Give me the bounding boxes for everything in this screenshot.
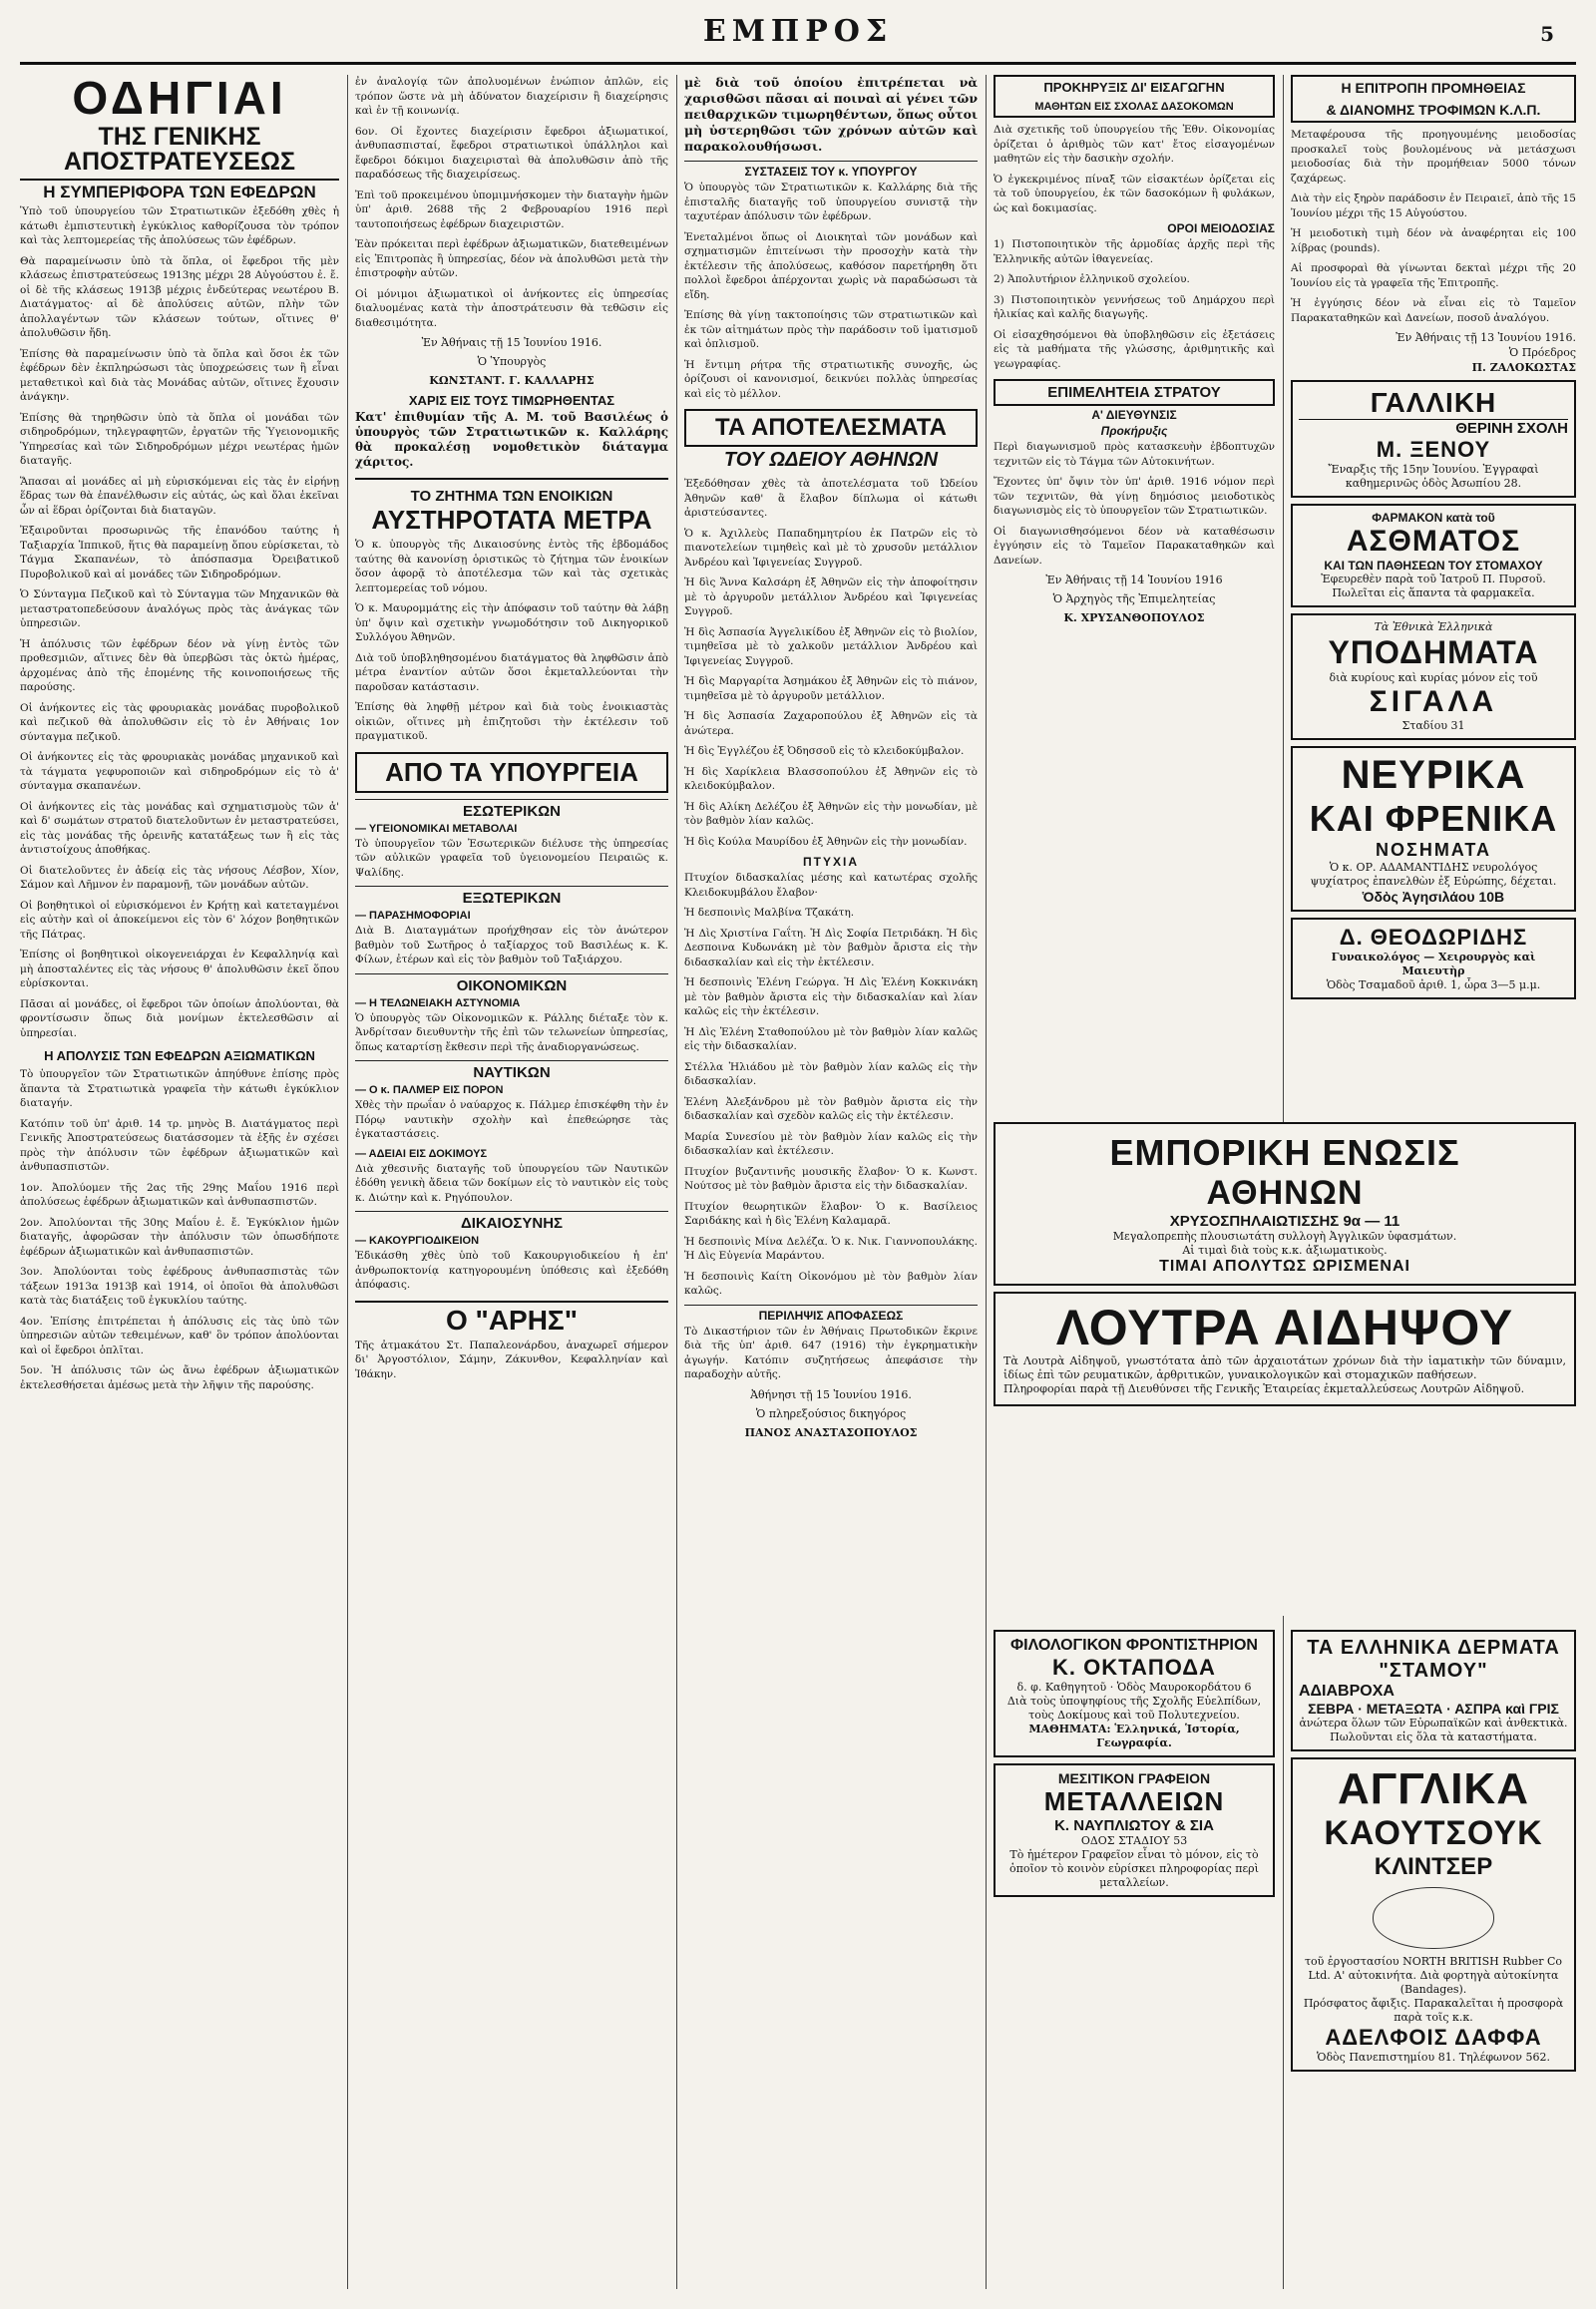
article-paragraph: Ἡ δὶς Ἐγγλέζου ἐξ Ὀδησσοῦ εἰς τὸ κλειδοκύμβαλον. xyxy=(684,745,965,757)
column-rule xyxy=(676,75,677,2289)
article-paragraph: Τὸ ὑπουργεῖον τῶν Ἐσωτερικῶν διέλυσε τὴς ὑπηρεσίας τῶν αὐλικῶν γραφεῖα τοῦ ὑγειονομείου Πειραιῶς κ. Ψαλίδης. xyxy=(355,837,668,879)
column-5 xyxy=(1291,75,1576,1117)
subsection-title: — Η ΤΕΛΩΝΕΙΑΚΗ ΑΣΤΥΝΟΜΙΑ xyxy=(355,996,521,1009)
ad-text: ΟΔΟΣ ΣΤΑΔΙΟΥ 53 xyxy=(1080,1834,1188,1847)
ad-text: Σταδίου 31 xyxy=(1401,719,1465,732)
article-paragraph: Ἡ Δὶς Χριστίνα Γαΐτη. Ἡ Δὶς Σοφία Πετριδάκη. Ἡ δὶς Δεσποινα Κυδωνάκη μὲ τὸν βαθμὸν ἄριστα εἰς τὴν διδασκαλίαν καὶ εἰς τὴν ἐκτέλεσιν. xyxy=(684,927,978,968)
ad-text: Γυναικολόγος — Χειρουργὸς καὶ Μαιευτὴρ xyxy=(1331,951,1536,977)
signature-role: Ὁ πληρεξούσιος δικηγόρος xyxy=(755,1406,907,1420)
ad-title: ΘΕΡΙΝΗ ΣΧΟΛΗ xyxy=(1455,420,1568,437)
ad-text: Τὰ Ἐθνικὰ Ἑλληνικὰ xyxy=(1374,620,1493,633)
article-paragraph: 2ον. Ἀπολύονται τῆς 30ης Μαΐου ἐ. ἔ. Ἐγκύκλιον ἡμῶν διαταγῆς, ἀφορῶσαν τὴν ἀπόλυσιν τῶν ὁπωσδήποτε ἐφέδρων ἀξιωματικῶν καὶ ἀνθυπασπιστῶν. xyxy=(20,1216,339,1258)
article-paragraph: Ἡ δεσποινὶς Μαλβίνα Τζακάτη. xyxy=(684,907,855,919)
signature-name: Κ. ΧΡΥΣΑΝΘΟΠΟΥΛΟΣ xyxy=(1063,611,1205,624)
section-dikaiosynis: ΔΙΚΑΙΟΣΥΝΗΣ xyxy=(355,1211,668,1232)
ad-galliki-scholi xyxy=(1291,380,1576,498)
ad-title: ΥΠΟΔΗΜΑΤΑ xyxy=(1328,634,1539,670)
ad-text: διὰ κυρίους καὶ κυρίας μόνον εἰς τοῦ xyxy=(1329,671,1538,684)
ad-title: ΝΕΥΡΙΚΑ xyxy=(1341,753,1526,797)
ad-ypodimata xyxy=(1291,613,1576,740)
ad-asthmatos xyxy=(1291,504,1576,607)
article-paragraph: Ἐπίσης θὰ παραμείνωσιν ὑπὸ τὰ ὅπλα καὶ ὅσοι ἐκ τῶν ἐφέδρων δὲν ἐκπληρώσωσι τὰς ὑποχρεώσεις των ἢ εἶναι μεταθετικοὶ καὶ διὰ τὰς Μονάδας αὐτῶν, οἵτινες ἔχουσιν ἀνάγκην. xyxy=(20,347,339,403)
ad-title: Κ. ΟΚΤΑΠΟΔΑ xyxy=(1052,1655,1216,1680)
article-paragraph: Ὁ ὑπουργὸς τῶν Οἰκονομικῶν κ. Ράλλης διέταξε τὸν κ. Ἀνδρίτσαν διευθυντὴν τῆς ἐπὶ τῶν τελωνείων ὑπηρεσίας, ὅπως καταρτίσῃ ἔκθεσιν περὶ τῆς ἀναδιοργανώσεως. xyxy=(355,1011,668,1053)
ad-title: ΓΑΛΛΙΚΗ xyxy=(1299,387,1568,420)
article-paragraph: Ἐπὶ τοῦ προκειμένου ὑπομιμνήσκομεν τὴν διαταγὴν ἡμῶν ὑπ' ἀριθ. 2688 τῆς 2 Φεβρουαρίου 1916 περὶ ταυτοποιήσεως ἐφέδρων διαχειριστῶν. xyxy=(355,189,668,230)
column-1 xyxy=(20,75,339,2289)
ad-text: Τὰ Λουτρὰ Αἰδηψοῦ, γνωστότατα ἀπὸ τῶν ἀρχαιοτάτων χρόνων διὰ τὴν ἰαματικὴν τῶν δύναμιν, ἰδίως ἐπὶ τῶν ρευματικῶν, ἀρθριτικῶν, γυναικολογικῶν καὶ στομαχικῶν παθήσεων. xyxy=(1003,1353,1566,1381)
article-paragraph: Κατόπιν τοῦ ὑπ' ἀριθ. 14 τρ. μηνὸς Β. Διατάγματος περὶ Γενικῆς Ἀποστρατεύσεως διατάσσομεν τὰ ἑξῆς ἐν σχέσει πρὸς τὴν ἀπόλυσιν τῶν ἐφέδρων ἀξιωματικῶν καὶ ἀνθυπασπιστῶν. xyxy=(20,1117,339,1173)
ad-title: ΕΜΠΟΡΙΚΗ ΕΝΩΣΙΣ xyxy=(1109,1132,1460,1173)
ad-title: ΚΑΙ ΤΩΝ ΠΑΘΗΣΕΩΝ ΤΟΥ ΣΤΟΜΑΧΟΥ xyxy=(1324,559,1543,573)
article-paragraph: Ἐπίσης οἱ βοηθητικοὶ οἰκογενειάρχαι ἐν Κεφαλληνίᾳ καὶ μὴ ἀποσταλέντες εἰς τὰς νήσους θ' ἀπολυθῶσιν ἐκεῖ ὅπου εὑρίσκονται. xyxy=(20,949,339,989)
article-paragraph: Ἡ δὶς Κούλα Μαυρίδου ἐξ Ἀθηνῶν εἰς τὴν μονωδίαν. xyxy=(684,835,968,848)
headline-ypourgeia: ΑΠΟ ΤΑ ΥΠΟΥΡΓΕΙΑ xyxy=(355,752,668,793)
ad-text: Ἐφευρεθὲν παρὰ τοῦ Ἰατροῦ Π. Πυρσοῦ. Πωλεῖται εἰς ἅπαντα τὰ φαρμακεῖα. xyxy=(1321,573,1546,599)
article-paragraph: Ἐνεταλμένοι ὅπως οἱ Διοικηταὶ τῶν μονάδων καὶ σχηματισμῶν ἐπιτείνωσι τὴν προσοχὴν κατὰ τὴν ἐκτέλεσιν τῆς ἀπολύσεως, καθόσον παρετήρηθη ὅτι πολλοὶ ἔφεδροι ἀπέρχονται χωρὶς νὰ παραδώσωσι τὰ εἴδη. xyxy=(684,230,978,301)
article-paragraph: Ἡ δὶς Ἀσπασία Ζαχαροπούλου ἐξ Ἀθηνῶν εἰς τὰ ἀνώτερα. xyxy=(684,710,978,737)
ad-metalleion xyxy=(994,1763,1275,1897)
article-paragraph: Διὰ τὴν εἰς ξηρὸν παράδοσιν ἐν Πειραιεῖ, ἀπὸ τῆς 15 Ἰουνίου μέχρι τῆς 15 Αὐγούστου. xyxy=(1291,192,1576,219)
article-paragraph: Ἐξαιροῦνται προσωρινῶς τῆς ἐπανόδου ταύτης ἡ Ταξιαρχία Ἱππικοῦ, ἥτις θὰ παραμείνῃ ὅπου εὑρίσκεται, τὸ Τάγμα Σκαπανέων, τὸ ἀπόσπασμα Ὀρειβατικοῦ Πυροβολικοῦ καὶ αἱ μονάδες τῶν Σιδηροδρόμων. xyxy=(20,525,339,580)
signature-role: Ὁ Ἀρχηγὸς τῆς Ἐπιμελητείας xyxy=(1052,592,1216,605)
article-paragraph: Ἐπίσης θὰ γίνῃ τακτοποίησις τῶν στρατιωτικῶν καὶ ἐκ τῶν αἰτημάτων πρὸς τὴν παράδοσιν τοῦ ἱματισμοῦ καὶ ὁπλισμοῦ. xyxy=(684,309,978,350)
article-paragraph: Τῆς ἀτμακάτου Στ. Παπαλεονάρδου, ἀναχωρεῖ σήμερον δι' Ἀργοστόλιον, Σάμην, Ζάκυνθον, Κεφαλληνίαν καὶ Ἰθάκην. xyxy=(355,1339,668,1380)
article-paragraph: Διὰ τοῦ ὑποβληθησομένου διατάγματος θὰ ληφθῶσιν ἀπὸ μέτρα ἐναντίον αὐτῶν ὅσοι ἐκμεταλλεύονται τὴν παροῦσαν κατάστασιν. xyxy=(355,651,668,693)
divider xyxy=(355,478,668,480)
article-paragraph: Ἐὰν πρόκειται περὶ ἐφέδρων ἀξιωματικῶν, διατεθειμένων εἰς Ἐπιτροπὰς ἢ ὑπηρεσίας, δέον νὰ ἀπολυθῶσι μετὰ τὴν ἐπιστροφὴν αὐτῶν. xyxy=(355,238,668,279)
article-paragraph: Ἡ δὶς Μαργαρίτα Ἀσημάκου ἐξ Ἀθηνῶν εἰς τὸ πιάνον, τιμηθεῖσα μὲ τὸ ἀργυροῦν μετάλλιον. xyxy=(684,675,978,702)
article-paragraph: Πᾶσαι αἱ μονάδες, οἱ ἔφεδροι τῶν ὁποίων ἀπολύονται, θὰ φροντίσωσιν ὅπως διὰ μονίμων ἐκτελεσθῶσιν αἱ ὑπηρεσίαι. xyxy=(20,997,339,1039)
article-paragraph: 5ον. Ἡ ἀπόλυσις τῶν ὡς ἄνω ἐφέδρων ἀξιωματικῶν ἐκτελεσθήσεται ἀμέσως μετὰ τὴν λῆψιν τῆς παρούσης. xyxy=(20,1364,339,1391)
article-paragraph: Ὁ κ. Μαυρομμάτης εἰς τὴν ἀπόφασιν τοῦ ταύτην θὰ λάβῃ ὑπ' ὄψιν καὶ σχετικὴν γνωμοδότησιν τοῦ Δικηγορικοῦ Συλλόγου Ἀθηνῶν. xyxy=(355,602,668,643)
ad-title: ΑΣΘΜΑΤΟΣ xyxy=(1346,525,1521,558)
signature-role: Ὁ Πρόεδρος xyxy=(1508,346,1576,359)
headline-metra: ΑΥΣΤΗΡΟΤΑΤΑ ΜΕΤΡΑ xyxy=(371,505,652,535)
subsection-title: — ΚΑΚΟΥΡΓΙΟΔΙΚΕΙΟΝ xyxy=(355,1235,480,1247)
article-paragraph: Πτυχίον βυζαντινῆς μουσικῆς ἔλαβον· Ὁ κ. Κωνστ. Νούτσος μὲ τὸν βαθμὸν ἄριστα εἰς τὴν διδασκαλίαν. xyxy=(684,1165,978,1192)
article-paragraph: Ὁ κ. Ἀχιλλεὺς Παπαδημητρίου ἐκ Πατρῶν εἰς τὸ πιανοτελείων τιμηθεὶς καὶ μὲ τὸ χρυσοῦν μετάλλιον Ἀνδρέου καὶ Ἰφιγενείας Συγγροῦ. xyxy=(684,527,978,569)
ad-dermata-stamou xyxy=(1291,1630,1576,1751)
signature-date: Ἐν Ἀθήναις τῇ 13 Ἰουνίου 1916. xyxy=(1396,331,1576,344)
ad-title: ΑΔΕΛΦΟΙΣ ΔΑΦΦΑ xyxy=(1325,2025,1542,2050)
ad-title: Ὁδὸς Ἀγησιλάου 10Β xyxy=(1362,889,1505,905)
headline-dianomi: & ΔΙΑΝΟΜΗΣ ΤΡΟΦΙΜΩΝ Κ.Λ.Π. xyxy=(1291,99,1576,123)
section-oikonomikon: ΟΙΚΟΝΟΜΙΚΩΝ xyxy=(355,973,668,994)
headline-dieuthynsis: Α' ΔΙΕΥΘΥΝΣΙΣ xyxy=(1091,408,1177,422)
ad-text: δ. φ. Καθηγητοῦ · Ὁδὸς Μαυροκορδάτου 6 xyxy=(1016,1681,1252,1694)
ad-title: ΚΑΙ ΦΡΕΝΙΚΑ xyxy=(1309,798,1558,839)
article-paragraph: Οἱ μόνιμοι ἀξιωματικοὶ οἱ ἀνήκοντες εἰς ὑπηρεσίας διαλυομένας κατὰ τὴν ἀποστράτευσιν θὰ τεθῶσιν εἰς διαθεσιμότητα. xyxy=(355,287,668,329)
article-paragraph: Οἱ διαγωνισθησόμενοι δέον νὰ καταθέσωσιν ἐγγύησιν εἰς τὸ Ταμεῖον Παρακαταθηκῶν καὶ Δανείων. xyxy=(994,525,1275,567)
ad-text: Ἔναρξις τῆς 15ην Ἰουνίου. Ἐγγραφαὶ καθημερινῶς ὁδὸς Ἀσωπίου 28. xyxy=(1328,463,1539,490)
ad-title: ΝΟΣΗΜΑΤΑ xyxy=(1376,840,1491,860)
ad-title: ΤΙΜΑΙ ΑΠΟΛΥΤΩΣ ΩΡΙΣΜΕΝΑΙ xyxy=(1159,1258,1410,1275)
headline-systaseis: ΣΥΣΤΑΣΕΙΣ ΤΟΥ κ. ΥΠΟΥΡΓΟΥ xyxy=(684,161,978,179)
ad-title: ΣΙΓΑΛΑ xyxy=(1369,685,1498,718)
column-rule xyxy=(986,75,987,2289)
article-paragraph: Ἡ δὶς Χαρίκλεια Βλασσοπούλου ἐξ Ἀθηνῶν εἰς τὸ κλειδοκύμβαλον. xyxy=(684,765,978,792)
signature-role: Ὁ Ὑπουργὸς xyxy=(477,355,547,368)
subheadline-axiomatikoi: Η ΑΠΟΛΥΣΙΣ ΤΩΝ ΕΦΕΔΡΩΝ ΑΞΙΩΜΑΤΙΚΩΝ xyxy=(44,1048,315,1063)
article-paragraph: 3) Πιστοποιητικὸν γεννήσεως τοῦ Δημάρχου περὶ ἡλικίας καὶ καλῆς διαγωγῆς. xyxy=(994,293,1275,320)
article-paragraph: Ἡ ἀπόλυσις τῶν ἐφέδρων δέον νὰ γίνῃ ἐντὸς τῶν προθεσμιῶν, αἵτινες δὲν θὰ ὑπερβῶσι τὰς ὀκτὼ ἡμέρας, ἀρχομένας ἀπὸ τῆς ἐπομένης τῆς κοινοποιήσεως τῆς παρούσης. xyxy=(20,637,339,693)
column-2 xyxy=(355,75,668,2289)
ad-text: Πληροφορίαι παρὰ τῇ Διευθύνσει τῆς Γενικῆς Ἑταιρείας ἐκμεταλλεύσεως Λουτρῶν Αἰδηψοῦ. xyxy=(1003,1381,1525,1395)
ad-neurika xyxy=(1291,746,1576,912)
section-naftikon: ΝΑΥΤΙΚΩΝ xyxy=(355,1060,668,1081)
headline-ptyxia: ΠΤΥΧΙΑ xyxy=(802,855,859,869)
headline-odigiai: ΟΔΗΓΙΑΙ xyxy=(72,75,287,124)
article-paragraph: Ἡ ἔντιμη ρήτρα τῆς στρατιωτικῆς συνοχῆς, ὡς ὁρίζουσι οἱ κανονισμοί, δεικνύει πολλὰς ὑπηρεσίας καὶ εἰς τὸ μέλλον. xyxy=(684,358,978,400)
article-paragraph: Θὰ παραμείνωσιν ὑπὸ τὰ ὅπλα, οἱ ἔφεδροι τῆς μὲν κλάσεως ἐπιστρατεύσεως 1913ης μέχρι 28 Αὐγούστου ἐ. ἔ. οἱ δὲ τῆς κλάσεως 1913β μέχρις ἐνδεύτερας νεωτέρου Β. Διατάγματος· αἱ δὲ ἀπολύσεις αὐτῶν, πλὴν τῶν ἀπολλαγέντων τῶν κλάσεων τούτων, οἵτινες θ' ἀπολυθῶσιν ἤδη. xyxy=(20,254,339,339)
masthead xyxy=(20,12,1576,65)
article-paragraph: Οἱ ἀνήκοντες εἰς τὰς φρουριακὰς μονάδας μηχανικοῦ καὶ τὰ τάγματα γεφυροποιῶν καὶ σιδηροδρόμων εἰς τὸ ἀ' σύνταγμα σκαπανέων. xyxy=(20,751,339,792)
article-paragraph: Κατ' ἐπιθυμίαν τῆς Α. Μ. τοῦ Βασιλέως ὁ ὑπουργὸς τῶν Στρατιωτικῶν κ. Καλλάρης θὰ προκαλέσῃ νομοθετικὸν διάταγμα χάριτος. xyxy=(355,410,668,469)
article-paragraph: Διὰ Β. Διαταγμάτων προήχθησαν εἰς τὸν ἀνώτερον βαθμὸν τοῦ Σωτῆρος ὁ ταξίαρχος τοῦ Βασιλέως κ. Κ. Φίλων, ἐτέρων καὶ εἰς τὸν βαθμὸν τοῦ Ταξιάρχου. xyxy=(355,925,668,965)
signature-date: Ἀθήνησι τῇ 15 Ἰουνίου 1916. xyxy=(750,1387,912,1401)
article-paragraph: Ὁ Σύνταγμα Πεζικοῦ καὶ τὸ Σύνταγμα τῶν Μηχανικῶν θὰ μεταστρατοπεδεύσουν ἀναλόγως πρὸς τὰς ἀνάγκας τῶν ὑπηρεσιῶν. xyxy=(20,588,339,629)
column-5-lower xyxy=(1291,1624,1576,2289)
headline-apostrateusis: ΤΗΣ ΓΕΝΙΚΗΣ ΑΠΟΣΤΡΑΤΕΥΣΕΩΣ xyxy=(20,125,339,181)
article-paragraph: Ἡ Δὶς Ἑλένη Σταθοπούλου μὲ τὸν βαθμὸν λίαν καλῶς εἰς τὴν διδασκαλίαν. xyxy=(684,1025,978,1052)
ad-text: Διὰ τοὺς ὑποψηφίους τῆς Σχολῆς Εὐελπίδων, τοὺς Δοκίμους καὶ τοῦ Πολυτεχνείου. xyxy=(1006,1695,1262,1722)
article-paragraph: Ὁ ὑπουργὸς τῶν Στρατιωτικῶν κ. Καλλάρης διὰ τῆς ἐπισταλῆς διαταγῆς τοῦ ὑπουργείου συνιστᾷ τὴν ταχυτέραν ἀπόλυσιν τῶν ἐφέδρων. xyxy=(684,182,978,222)
ad-text: ΜΑΘΗΜΑΤΑ: Ἑλληνικά, Ἱστορία, Γεωγραφία. xyxy=(1028,1723,1240,1749)
ad-text: Τὸ ἡμέτερον Γραφεῖον εἶναι τὸ μόνον, εἰς τὸ ὁποῖον τὸ κοινὸν εὑρίσκει πληροφορίας περὶ μεταλλείων. xyxy=(1009,1848,1259,1889)
article-paragraph: Ὑπὸ τοῦ ὑπουργείου τῶν Στρατιωτικῶν ἐξεδόθη χθὲς ἡ κάτωθι ἐμπιστευτικὴ ἐγκύκλιος καθορίζουσα τὸν τρόπον καὶ τὰς λεπτομερείας τῆς ἀπολύσεως τῶν ἐφέδρων. xyxy=(20,205,339,246)
article-paragraph: Ἡ δὶς Ἄννα Καλσάρη ἐξ Ἀθηνῶν εἰς τὴν ἀποφοίτησιν μὲ τὸ ἀργυροῦν μετάλλιον Ἀνδρέου καὶ Ἰφιγενείας Συγγροῦ. xyxy=(684,577,978,617)
ad-title: ΚΛΙΝΤΣΕΡ xyxy=(1374,1853,1493,1880)
ad-emporiki-enosis xyxy=(994,1122,1576,1286)
article-paragraph: Ἡ ἐγγύησις δέον νὰ εἶναι εἰς τὸ Ταμεῖον Παρακαταθηκῶν καὶ Δανείων, ποσοῦ ἀναλόγου. xyxy=(1291,297,1576,324)
ad-title: ΧΡΥΣΟΣΠΗΛΑΙΩΤΙΣΣΗΣ 9α — 11 xyxy=(1169,1213,1400,1230)
headline-epimeleteia: ΕΠΙΜΕΛΗΤΕΙΑ ΣΤΡΑΤΟΥ xyxy=(994,379,1275,406)
article-paragraph: Διὰ σχετικῆς τοῦ ὑπουργείου τῆς Ἐθν. Οἰκονομίας ὁρίζεται ὁ ἀριθμὸς τῶν κατ' ἔτος εἰσαγομένων μαθητῶν εἰς τὴν δασικὴν σχολήν. xyxy=(994,124,1275,165)
column-4 xyxy=(994,75,1275,1117)
article-paragraph: Οἱ ἀνήκοντες εἰς τὰς φρουριακὰς μονάδας πυροβολικοῦ καὶ πεζικοῦ θὰ ἀπολυθῶσιν εἰς τὸ ἐν Ἀθήναις 1ον σύνταγμα πεζικοῦ. xyxy=(20,701,339,743)
ad-kaoutsouk xyxy=(1291,1757,1576,2072)
headline-apotelesmata: ΤΑ ΑΠΟΤΕΛΕΣΜΑΤΑ xyxy=(684,409,978,447)
article-paragraph: 1) Πιστοποιητικὸν τῆς ἀρμοδίας ἀρχῆς περὶ τῆς Ἑλληνικῆς αὐτῶν ἰθαγενείας. xyxy=(994,238,1275,265)
ad-title: ΚΑΟΥΤΣΟΥΚ xyxy=(1324,1814,1543,1852)
ad-text: ἀνώτερα ὅλων τῶν Εὐρωπαϊκῶν καὶ ἀνθεκτικὰ. Πωλοῦνται εἰς ὅλα τὰ καταστήματα. xyxy=(1299,1717,1568,1743)
ad-title: ΤΑ ΕΛΛΗΝΙΚΑ ΔΕΡΜΑΤΑ "ΣΤΑΜΟΥ" xyxy=(1307,1637,1560,1682)
article-paragraph: Ἡ δεσποινὶς Καίτη Οἰκονόμου μὲ τὸν βαθμὸν λίαν καλῶς. xyxy=(684,1270,978,1297)
article-paragraph: Μαρία Συνεσίου μὲ τὸν βαθμὸν λίαν καλῶς εἰς τὴν διδασκαλίαν καὶ ἐκτέλεσιν. xyxy=(684,1130,978,1157)
article-paragraph: ἐν ἀναλογίᾳ τῶν ἀπολυομένων ἐνώπιον ἀπλῶν, εἰς τρόπον ὥστε νὰ μὴ ἀδύνατον διαχείρισιν ἢ διαχείρησις καὶ ἐν τῇ κοινωνίᾳ. xyxy=(355,76,668,117)
article-paragraph: 3ον. Ἀπολύονται τοὺς ἐφέδρους ἀνθυπασπιστὰς τῶν τάξεων 1913α 1913β καὶ 1914, οἱ ὁποῖοι θὰ ἀπολυθῶσι κατὰ τὰς διατάξεις τοῦ ἐγκυκλίου ταύτης. xyxy=(20,1266,339,1307)
article-paragraph: Ἡ δεσποινὶς Ἐλένη Γεώργα. Ἡ Δὶς Ἑλένη Κοκκινάκη μὲ τὸν βαθμὸν ἄριστα εἰς τὴν διδασκαλίαν καὶ λίαν καλῶς εἰς τὴν ἐκτέλεσιν. xyxy=(684,976,978,1017)
headline-perilipsis: ΠΕΡΙΛΗΨΙΣ ΑΠΟΦΑΣΕΩΣ xyxy=(684,1305,978,1323)
ad-title: ΜΕΤΑΛΛΕΙΩΝ xyxy=(1043,1786,1225,1816)
ad-text: Μεγαλοπρεπὴς πλουσιωτάτη συλλογὴ Ἀγγλικῶν ὑφασμάτων. xyxy=(1112,1230,1457,1243)
subsection-title: — ΠΑΡΑΣΗΜΟΦΟΡΙΑΙ xyxy=(355,910,471,922)
article-paragraph: Ὁ κ. ὑπουργὸς τῆς Δικαιοσύνης ἐντὸς τῆς ἑβδομάδος ταύτης θὰ κανονίσῃ ὁριστικῶς τὸ ζήτημα τῶν ἐνοικίων ὅσον ἀφορᾷ τὸ ἀποτέλεσμα τῶν καὶ τὰς σχετικὰς λεπτομερείας τοῦ νόμου. xyxy=(355,539,668,594)
ad-theodoridis xyxy=(1291,918,1576,999)
article-paragraph: Ἐδικάσθη χθὲς ὑπὸ τοῦ Κακουργιοδικείου ἡ ἐπ' ἀνθρωποκτονίᾳ κατηγορουμένη ὑπόθεσις καὶ ἐξεδόθη ἀπόφασις. xyxy=(355,1250,668,1291)
ad-title: ΛΟΥΤΡΑ ΑΙΔΗΨΟΥ xyxy=(1055,1300,1514,1355)
article-paragraph: Πτυχίον διδασκαλίας μέσης καὶ κατωτέρας σχολῆς Κλειδοκυμβάλου ἔλαβον· xyxy=(684,872,978,899)
ad-loutra-aidipsou xyxy=(994,1292,1576,1406)
ad-text: Ὁδὸς Τσαμαδοῦ ἀριθ. 1, ὧρα 3—5 μ.μ. xyxy=(1326,978,1541,991)
subsection-title: — Ο κ. ΠΑΛΜΕΡ ΕΙΣ ΠΟΡΟΝ xyxy=(355,1084,504,1096)
article-paragraph: Ἡ δὶς Ἀσπασία Ἀγγελικίδου ἐξ Ἀθηνῶν εἰς τὸ βιολίον, τιμηθεῖσα μὲ τὸ χαλκοῦν μετάλλιον Ἀνδρέου καὶ Ἰφιγενείας Συγγροῦ. xyxy=(684,625,978,667)
ad-text: Αἱ τιμαὶ διὰ τοὺς κ.κ. ἀξιωματικοὺς. xyxy=(1182,1244,1388,1257)
subheadline-efedroi: Η ΣΥΜΠΕΡΙΦΟΡΑ ΤΩΝ ΕΦΕΔΡΩΝ xyxy=(43,183,316,201)
article-paragraph: Τὸ Δικαστήριον τῶν ἐν Ἀθήναις Πρωτοδικῶν ἔκρινε διὰ τῆς ὑπ' ἀριθ. 647 (1916) τὴν ἐγκρηματικὴν ἀγωγήν. Κατόπιν συζητήσεως ἀπεφάσισε τὴν παραδοχὴν αὐτῆς. xyxy=(684,1325,978,1380)
article-lead: μὲ διὰ τοῦ ὁποίου ἐπιτρέπεται νὰ χαρισθῶσι πᾶσαι αἱ ποιναὶ αἱ γένει τῶν πειθαρχικῶν τιμωρηθέντων, ὅπως οὗτοι μὴ ὑστερηθῶσι τῶν χρόνων αὐτῶν καὶ παρακολουθήσωσι. xyxy=(684,75,978,154)
signature-name: ΠΑΝΟΣ ΑΝΑΣΤΑΣΟΠΟΥΛΟΣ xyxy=(744,1425,918,1439)
article-paragraph: Ὁ ἐγκεκριμένος πίναξ τῶν εἰσακτέων ὁρίζεται εἰς τὰ τοῦ ὑπουργείου, ἐκ τῶν δασοκόμων ἢ φυλάκων, ὡς καὶ δοκιμασίας. xyxy=(994,173,1275,214)
article-paragraph: Ἐπίσης θὰ ληφθῇ μέτρον καὶ διὰ τοὺς ἐνοικιαστὰς οἰκιῶν, οἵτινες μὴ ἐπιζητοῦσι τὴν ἐκτέλεσιν τοῦ πραγματικοῦ. xyxy=(355,701,668,742)
article-paragraph: 4ον. Ἐπίσης ἐπιτρέπεται ἡ ἀπόλυσις εἰς τὰς ὑπὸ τῶν ὑπηρεσιῶν αὐτῶν τεθειμένων, καθ' ὃν τρόπον ἀπολύονται καὶ οἱ ἔφεδροι ὁπλῖται. xyxy=(20,1315,339,1356)
headline-dasokomon: ΜΑΘΗΤΩΝ ΕΙΣ ΣΧΟΛΑΣ ΔΑΣΟΚΟΜΩΝ xyxy=(994,98,1275,118)
ad-title: Κ. ΝΑΥΠΛΙΩΤΟΥ & ΣΙΑ xyxy=(1054,1817,1214,1834)
ad-title: ΑΔΙΑΒΡΟΧΑ xyxy=(1299,1683,1395,1700)
article-paragraph: Ἡ μειοδοτικὴ τιμὴ δέον νὰ ἀναφέρηται εἰς 100 λίβρας (pounds). xyxy=(1291,227,1576,254)
article-paragraph: Οἱ διατελοῦντες ἐν ἀδείᾳ εἰς τὰς νήσους Λέσβον, Χίον, Σάμον καὶ Λῆμνον ἐν παραμονῇ, τῶν μονάδων αὐτῶν. xyxy=(20,864,339,891)
article-paragraph: Ἔχοντες ὑπ' ὄψιν τὸν ὑπ' ἀριθ. 1916 νόμον περὶ τῶν τεχνιτῶν, θὰ γίνῃ δημόσιος μειοδοτικὸς διαγωνισμὸς εἰς τὸ ὑπουργεῖον τῶν Στρατιωτικῶν. xyxy=(994,476,1275,517)
article-paragraph: Ἡ δὶς Αλίκη Δελέζου ἐξ Ἀθηνῶν εἰς τὴν μονωδίαν, μὲ τὸν βαθμὸν λίαν καλῶς. xyxy=(684,800,978,827)
article-paragraph: Οἱ ἀνήκοντες εἰς τὰς μονάδας καὶ σχηματισμοὺς τῶν ἀ' καὶ δ' σωμάτων στρατοῦ διατελοῦντων ἐν μεταστρατεύσει, εἰς τὰς μονάδας τῆς ὀρεινῆς κατατάξεως των ἢ εἰς τὰς ἀντιστοίχους ἀποθήκας. xyxy=(20,800,339,856)
article-paragraph: Οἱ εἰσαχθησόμενοι θὰ ὑποβληθῶσιν εἰς ἐξετάσεις εἰς τὰ μαθήματα τῆς γλώσσης, ἀριθμητικῆς καὶ γεωγραφίας. xyxy=(994,328,1275,370)
ad-text: Πρόσφατος ἄφιξις. Παρακαλεῖται ἡ προσφορὰ παρὰ τοῖς κ.κ. xyxy=(1303,1997,1564,2024)
column-4-lower xyxy=(994,1624,1275,2289)
section-esoterikon: ΕΣΩΤΕΡΙΚΩΝ xyxy=(355,799,668,820)
masthead-title: ΕΜΠΡΟΣ xyxy=(702,14,894,49)
article-paragraph: Στέλλα Ἠλιάδου μὲ τὸν βαθμὸν λίαν καλῶς εἰς τὴν διδασκαλίαν. xyxy=(684,1060,978,1087)
ad-title: ΑΘΗΝΩΝ xyxy=(1206,1174,1364,1212)
signature-date: Ἐν Ἀθήναις τῇ 14 Ἰουνίου 1916 xyxy=(1045,574,1223,586)
article-paragraph: Περὶ διαγωνισμοῦ πρὸς κατασκευὴν ἐβδοπτυχῶν τεχνιτῶν εἰς τὸ Τάγμα τῶν Αὐτοκινήτων. xyxy=(994,441,1275,468)
ad-title: ΣΕΒΡΑ · ΜΕΤΑΞΩΤΑ · ΑΣΠΡΑ καὶ ΓΡΙΣ xyxy=(1308,1701,1559,1717)
headline-oroi: ΟΡΟΙ ΜΕΙΟΔΟΣΙΑΣ xyxy=(1167,221,1275,235)
headline-prokirixis: ΠΡΟΚΗΡΥΞΙΣ ΔΙ' ΕΙΣΑΓΩΓΗΝ xyxy=(994,75,1275,98)
ad-title: Μ. ΞΕΝΟΥ xyxy=(1376,437,1491,462)
article-paragraph: Ἑλένη Ἀλεξάνδρου μὲ τὸν βαθμὸν ἄριστα εἰς τὴν διδασκαλίαν καὶ σχεδὸν καλῶς εἰς τὴν ἐκτέλεσιν. xyxy=(684,1095,978,1122)
article-paragraph: Χθὲς τὴν πρωΐαν ὁ ναύαρχος κ. Πάλμερ ἐπισκέφθη τὴν ἐν Πόρῳ ναυτικὴν σχολὴν καὶ ἐπεθεώρησε τὰς ἐγκαταστάσεις. xyxy=(355,1099,668,1140)
ad-title: Δ. ΘΕΟΔΩΡΙΔΗΣ xyxy=(1339,925,1528,950)
article-paragraph: Ἅπασαι αἱ μονάδες αἱ μὴ εὑρισκόμεναι εἰς τὰς ἐν εἰρήνῃ ἕδρας των θὰ ἐπανέλθωσιν εἰς αὐτάς, ὡς καὶ ὅλαι ἐκεῖναι ὧν αἱ ἕδραι ὁρίζονται διὰ διαταγῶν. xyxy=(20,475,339,517)
headline-charis: ΧΑΡΙΣ ΕΙΣ ΤΟΥΣ ΤΙΜΩΡΗΘΕΝΤΑΣ xyxy=(408,393,615,408)
subsection-title: — ΥΓΕΙΟΝΟΜΙΚΑΙ ΜΕΤΑΒΟΛΑΙ xyxy=(355,822,518,835)
headline-enoikia: ΤΟ ΖΗΤΗΜΑ ΤΩΝ ΕΝΟΙΚΙΩΝ xyxy=(410,488,613,505)
headline-prokirixis-2: Προκήρυξις xyxy=(1100,424,1168,438)
ad-title: ΦΑΡΜΑΚΟΝ κατὰ τοῦ xyxy=(1372,511,1495,525)
article-paragraph: Ἐξεδόθησαν χθὲς τὰ ἀποτελέσματα τοῦ Ὠδείου Ἀθηνῶν καθ' ἃ ἔλαβον δίπλωμα οἱ κάτωθι ἀριστεύσαντες. xyxy=(684,478,978,519)
section-exoterikon: ΕΞΩΤΕΡΙΚΩΝ xyxy=(355,886,668,907)
ad-text: Ὁδὸς Πανεπιστημίου 81. Τηλέφωνον 562. xyxy=(1316,2051,1550,2064)
ad-filologikon xyxy=(994,1630,1275,1757)
ad-title: ΦΙΛΟΛΟΓΙΚΟΝ ΦΡΟΝΤΙΣΤΗΡΙΟΝ xyxy=(1010,1637,1258,1654)
article-paragraph: Τὸ ὑπουργεῖον τῶν Στρατιωτικῶν ἀπηύθυνε ἐπίσης πρὸς ἅπαντα τὰ Στρατιωτικὰ γραφεῖα τὴν κάτωθι ἐγκύκλιον διαταγήν. xyxy=(20,1068,339,1109)
signature-date: Ἐν Ἀθήναις τῇ 15 Ἰουνίου 1916. xyxy=(421,336,602,349)
subsection-title: — ΑΔΕΙΑΙ ΕΙΣ ΔΟΚΙΜΟΥΣ xyxy=(355,1147,488,1160)
ad-title: ΜΕΣΙΤΙΚΟΝ ΓΡΑΦΕΙΟΝ xyxy=(1057,1770,1211,1786)
ad-title: ΑΓΓΛΙΚΑ xyxy=(1337,1764,1529,1813)
headline-epitropi: Η ΕΠΙΤΡΟΠΗ ΠΡΟΜΗΘΕΙΑΣ xyxy=(1291,75,1576,99)
article-paragraph: 1ον. Ἀπολύομεν τῆς 2ας τῆς 29ης Μαΐου 1916 περὶ ἀπολύσεως ἐφέδρων ἀξιωματικῶν καὶ ἀνθυπασπιστῶν. xyxy=(20,1181,339,1208)
article-paragraph: Αἱ προσφοραὶ θὰ γίνωνται δεκταὶ μέχρι τῆς 20 Ἰουνίου εἰς τὰ γραφεῖα τῆς Ἐπιτροπῆς. xyxy=(1291,262,1576,289)
article-paragraph: Ἐπίσης θὰ τηρηθῶσιν ὑπὸ τὰ ὅπλα οἱ μονάδαι τῶν σιδηροδρόμων, τηλεγραφητῶν, ἐργατῶν τῆς Ὑγειονομικῆς Ὑπηρεσίας καὶ τῶν Σιδηροδρόμων μέχρι νεωτέρας ἡμῶν διαταγῆς. xyxy=(20,411,339,467)
article-paragraph: Ἡ δεσποινὶς Μίνα Δελέζα. Ὁ κ. Νικ. Γιαννοπουλάκης. Ἡ Δὶς Εὐγενία Μαράντου. xyxy=(684,1235,978,1262)
article-paragraph: 6ον. Οἱ ἔχοντες διαχείρισιν ἔφεδροι ἀξιωματικοί, ἀνθυπασπισταί, ἔφεδροι στρατιωτικοὶ ὑπάλληλοι καὶ ἔφεδροι δόκιμοι διαχειρισταὶ θὰ ἀπολυθῶσιν ἀπὸ τῆς παραδόσεως τῆς διαχειρίσεως. xyxy=(355,125,668,181)
column-rule xyxy=(347,75,348,2289)
headline-aris: Ο "ΑΡΗΣ" xyxy=(355,1301,668,1335)
signature-name: ΚΩΝΣΤΑΝΤ. Γ. ΚΑΛΛΑΡΗΣ xyxy=(429,374,595,387)
wide-ad-zone xyxy=(994,1122,1576,1616)
tire-illustration-icon xyxy=(1373,1887,1494,1949)
ad-text: τοῦ ἐργοστασίου NORTH BRITISH Rubber Co Ltd. Α' αὐτοκινήτα. Διὰ φορτηγὰ αὐτοκίνητα (Bandages). xyxy=(1304,1955,1563,1996)
article-paragraph: Οἱ βοηθητικοὶ οἱ εὑρισκόμενοι ἐν Κρήτῃ καὶ κατεταγμένοι εἰς αὐτὴν καὶ οἱ ἀποκείμενοι εἰς τὸν 6' λόχον βοηθητικῶν τῆς Πάτρας. xyxy=(20,899,339,941)
article-paragraph: Πτυχίον θεωρητικῶν ἔλαβον· Ὁ κ. Βασίλειος Σαριδάκης καὶ ἡ δὶς Ἑλένη Καλαμαρᾶ. xyxy=(684,1200,978,1227)
headline-odeio: ΤΟΥ ΩΔΕΙΟΥ ΑΘΗΝΩΝ xyxy=(723,449,939,471)
article-paragraph: 2) Ἀπολυτήριον ἑλληνικοῦ σχολείου. xyxy=(994,273,1190,285)
article-paragraph: Μεταφέρουσα τῆς προηγουμένης μειοδοσίας προσκαλεῖ τοὺς βουλομένους νὰ μετάσχωσι μειοδοσίας διὰ τὴν προμήθειαν 5000 τόνων ζαχάρεως. xyxy=(1291,129,1576,185)
article-paragraph: Διὰ χθεσινῆς διαταγῆς τοῦ ὑπουργείου τῶν Ναυτικῶν ἐδόθη γενικὴ ἄδεια τῶν δοκίμων εἰς τὸ ναυτικὸν εἰς τοὺς κ. Διώτην καὶ κ. Ρηγόπουλον. xyxy=(355,1162,668,1204)
ad-text: Ὁ κ. ΟΡ. ΑΔΑΜΑΝΤΙΔΗΣ νευρολόγος ψυχίατρος ἐπανελθὼν ἐξ Εὐρώπης, δέχεται. xyxy=(1310,861,1557,888)
page-number: 5 xyxy=(1540,22,1554,46)
signature-name: Π. ΖΑΛΟΚΩΣΤΑΣ xyxy=(1471,361,1576,374)
column-3 xyxy=(684,75,978,2289)
